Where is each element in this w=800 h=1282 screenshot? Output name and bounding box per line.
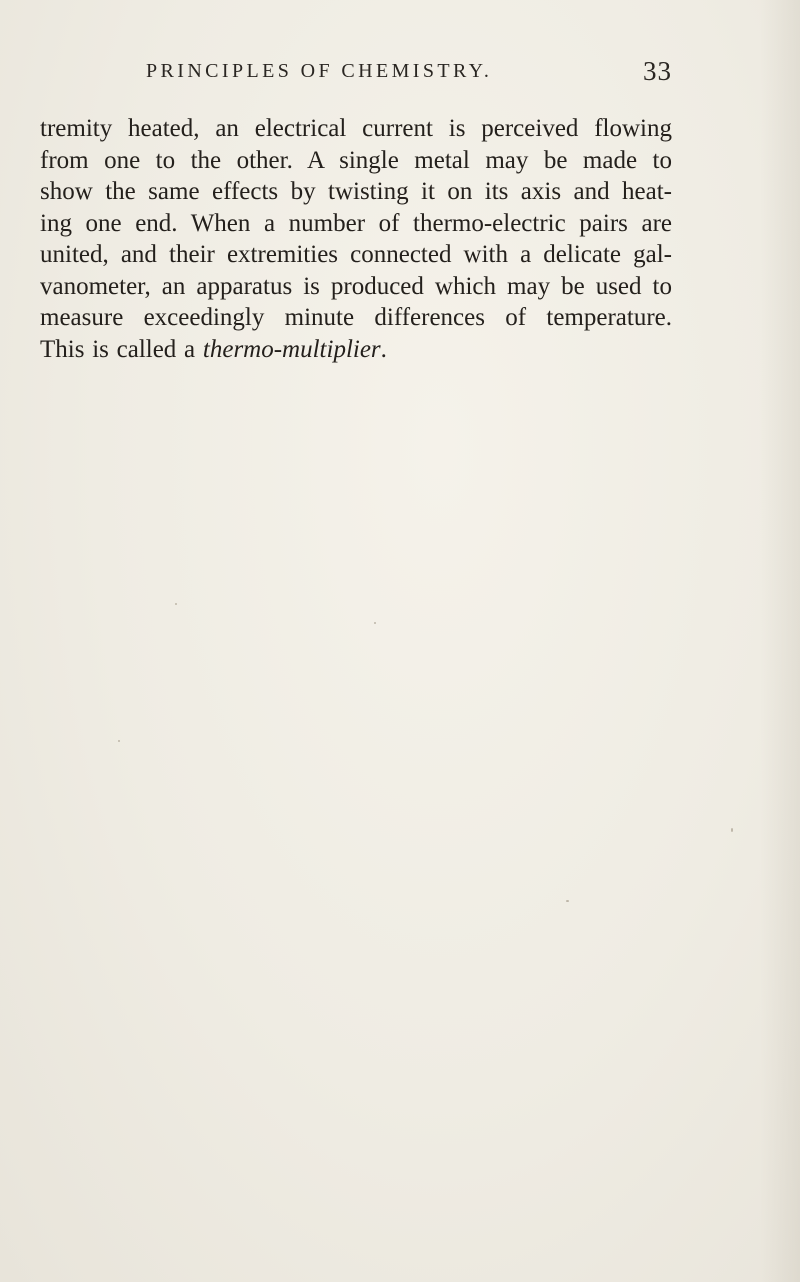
- paragraph-line: vanometer, an apparatus is produced which may be used to: [40, 272, 672, 300]
- running-head: [40, 56, 672, 96]
- paragraph-line: ing one end. When a number of thermo-electric pairs are: [40, 209, 672, 237]
- paragraph-line: measure exceedingly minute differences of temperature.: [40, 304, 672, 331]
- running-head-title: PRINCIPLES OF CHEMISTRY.: [146, 60, 493, 82]
- paragraph-line: united, and their extremities connected with a delicate gal-: [40, 241, 672, 268]
- paper-speck: [374, 622, 376, 624]
- page-number: 33: [643, 56, 672, 86]
- italic-term: thermo-multiplier: [202, 335, 381, 363]
- paragraph: [40, 113, 672, 365]
- page-edge-shadow: [760, 0, 800, 1282]
- paper-speck: [566, 900, 569, 902]
- paragraph-line: tremity heated, an electrical current is perceived flowing: [40, 115, 672, 142]
- paper-speck: [118, 740, 120, 742]
- paper-speck: [175, 603, 177, 605]
- paragraph-last-line: [40, 334, 672, 366]
- paragraph-line: from one to the other. A single metal may be made to: [40, 146, 672, 174]
- last-line-prefix: This is called a: [40, 335, 203, 363]
- paragraph-line: show the same effects by twisting it on its axis and heat-: [40, 178, 672, 205]
- paper-speck: [731, 828, 733, 832]
- last-line-suffix: .: [380, 335, 387, 363]
